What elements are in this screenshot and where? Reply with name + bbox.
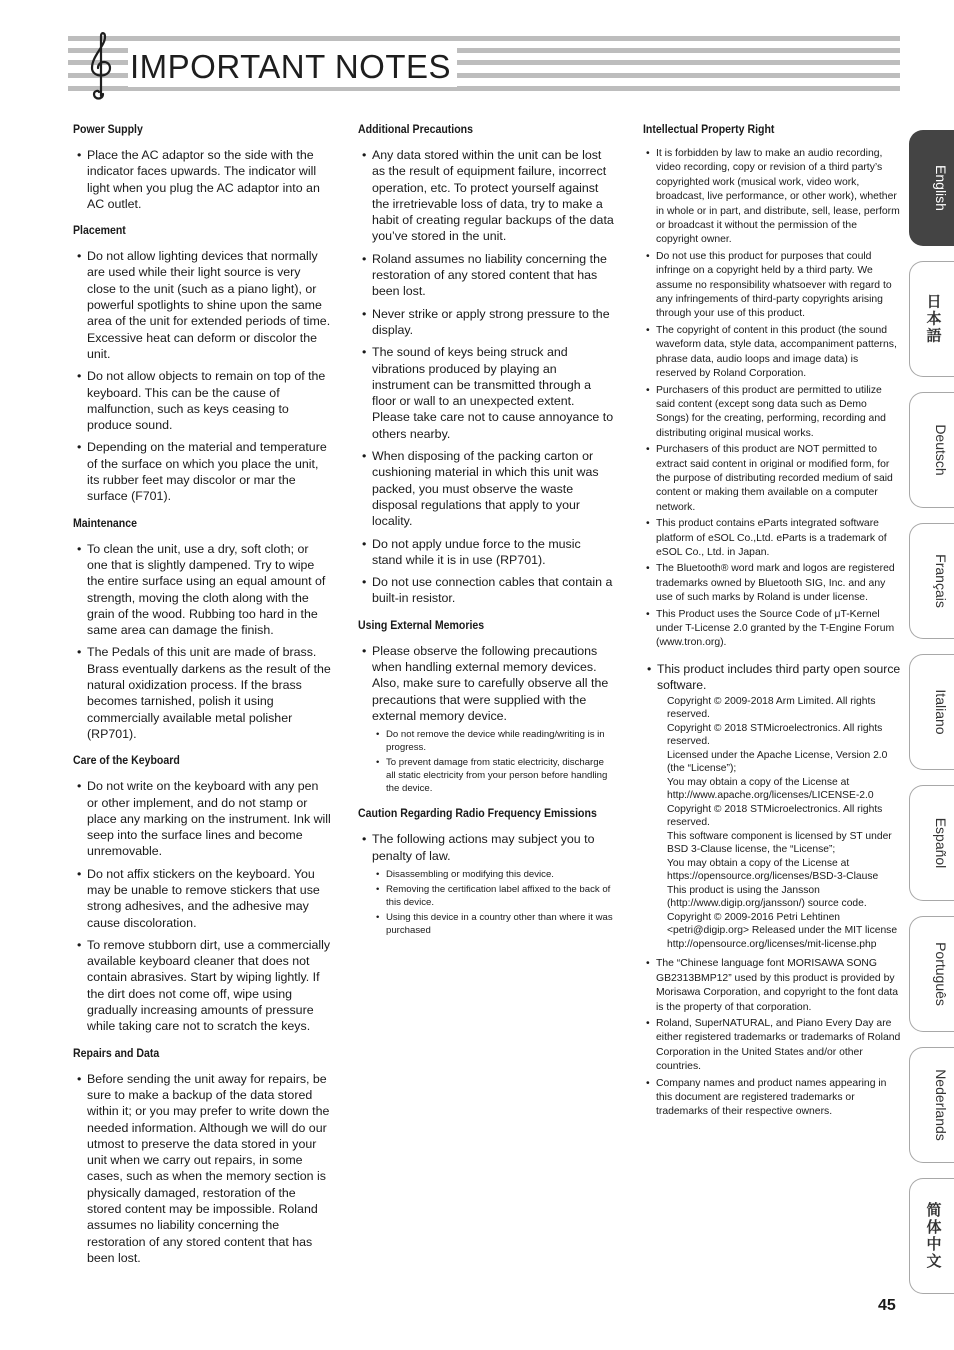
tab-label: 日本語 [926,293,942,345]
list-placement [73,248,331,504]
license-line: Copyright © 2009-2016 Petri Lehtinen <petri@digip.org> Released under the MIT license http://opensource.org/licenses/mit-license.php [667,911,898,950]
list-item: • Purchasers of this product are NOT permitted to extract said content in original or modified form, for the purpose of distributing recorded medium of said content or making them available on a computer network. [643,443,901,515]
tab-francais[interactable] [909,523,954,639]
list-item: • Before sending the unit away for repairs, be sure to make a backup of the data stored within it; or you may prefer to write down the needed information. Although we will do our utmost to preserve the data stored in your unit when we carry out repairs, in some cases, such as when the memory section is physically damaged, restoration of the stored content may be impossible. Roland assumes no liability concerning the restoration of any stored content that has been lost. [73,1071,331,1267]
list-item: • Roland assumes no liability concerning the restoration of any stored content that has been lost. [358,251,614,300]
license-line: You may obtain a copy of the License at https://opensource.org/licenses/BSD-3-Clause [667,857,879,883]
license-notices [667,695,901,952]
heading-external-memories: Using External Memories [358,617,485,632]
license-line: Copyright © 2018 STMicroelectronics. All rights reserved. [667,803,883,829]
heading-power-supply: Power Supply [73,122,143,136]
tab-label: Deutsch [933,424,949,476]
heading-intellectual-property: Intellectual Property Right [643,122,775,136]
tab-italiano[interactable] [909,654,954,770]
column-middle [358,121,614,947]
list-radio-frequency [358,831,614,937]
heading-care-of-keyboard: Care of the Keyboard [73,753,180,768]
list-item: • The “Chinese language font MORISAWA SONG GB2313BMP12” used by this product is provided by Morisawa Corporation, and copyright to the font data is the property of that corporation. [643,957,901,1015]
heading-repairs-and-data: Repairs and Data [73,1045,160,1060]
heading-placement: Placement [73,223,126,238]
list-item: • When disposing of the packing carton or cushioning material in which this unit was packed, you must observe the waste disposal regulations that apply to your locality. [358,448,614,529]
license-line: You may obtain a copy of the License at http://www.apache.org/licenses/LICENSE-2.0 [667,776,874,802]
list-item: • To remove stubborn dirt, use a commercially available keyboard cleaner that does not contain abrasives. Start by wiping lightly. If the dirt does not come off, wipe using gradually increasing amounts of pressure while taking care not to scratch the keys. [73,937,331,1035]
license-line: Copyright © 2009-2018 Arm Limited. All rights reserved. [667,695,876,721]
tab-simplified-chinese[interactable] [909,1178,954,1294]
sub-list-item: • Disassembling or modifying this device. [372,868,614,881]
tab-label: 简体中文 [926,1202,942,1270]
list-item: • Do not use this product for purposes that could infringe on a copyright held by a third party. We assume no responsibility whatsoever with regard to any infringements of third-party copyrights arising through your use of this product. [643,250,901,322]
list-item: • The Bluetooth® word mark and logos are registered trademarks owned by Bluetooth SIG, Inc. and any use of such marks by Roland is under license. [643,562,901,605]
list-item-text: This product includes third party open source software. [657,661,901,692]
license-line: Copyright © 2018 STMicroelectronics. All rights reserved. [667,722,883,748]
tab-english[interactable] [909,130,954,246]
license-line: This software component is licensed by ST under BSD 3-Clause license, the “License”; [667,830,892,856]
list-item [643,661,901,952]
list-intellectual-property [643,147,901,651]
tab-label: Español [933,817,949,869]
list-item [358,643,614,795]
list-care-of-keyboard [73,778,331,1034]
list-item: • Do not write on the keyboard with any pen or other implement, and do not stamp or place any marking on the instrument. Ink will seep into the surface lines and become unremovable. [73,778,331,859]
list-item: • The copyright of content in this product (the sound waveform data, style data, accompaniment patterns, phrase data, audio loops and image data) is reserved by Roland Corporation. [643,324,901,382]
column-right [643,121,901,1130]
sub-list-item: • Do not remove the device while reading/writing is in progress. [372,728,614,754]
list-item-text: The following actions may subject you to penalty of law. [372,832,595,863]
list-additional-precautions [358,147,614,607]
treble-clef-icon [84,30,118,100]
page-number: 45 [878,1297,896,1314]
list-trademarks [643,957,901,1119]
list-item: • Do not affix stickers on the keyboard. You may be unable to remove stickers that use strong adhesives, and the adhesive may cause discoloration. [73,866,331,931]
list-item: • This product contains eParts integrated software platform of eSOL Co.,Ltd. eParts is a trademark of eSOL Co., Ltd. in Japan. [643,517,901,560]
sub-list [372,868,614,937]
tab-deutsch[interactable] [909,392,954,508]
tab-label: Français [933,554,949,608]
tab-nederlands[interactable] [909,1047,954,1163]
license-line: This product is using the Jansson (http://www.digip.org/jansson/) source code. [667,884,867,910]
list-item: • To clean the unit, use a dry, soft cloth; or one that is slightly dampened. Try to wipe the entire surface using an equal amount of strength, moving the cloth along with the grain of the wood. Rubbing too hard in the same area can damage the finish. [73,541,331,639]
list-item: • The Pedals of this unit are made of brass. Brass eventually darkens as the result of the natural oxidization process. If the brass becomes tarnished, polish it using commercially available metal polisher (RP701). [73,644,331,742]
page-title: IMPORTANT NOTES [128,47,457,87]
license-line: Licensed under the Apache License, Version 2.0 (the “License”); [667,749,888,775]
sub-list [372,728,614,795]
sub-list-item: • Removing the certification label affixed to the back of this device. [372,883,614,909]
list-item: • This Product uses the Source Code of μT-Kernel under T-License 2.0 granted by the T-Engine Forum (www.tron.org). [643,608,901,651]
list-third-party [643,661,901,952]
tab-japanese[interactable] [909,261,954,377]
list-item: • Depending on the material and temperature of the surface on which you place the unit, its rubber feet may discolor or mar the surface (F701). [73,439,331,504]
list-item: • Any data stored within the unit can be lost as the result of equipment failure, incorrect operation, etc. To protect yourself against the irretrievable loss of data, try to make a habit of creating regular backups of the data you’ve stored in the unit. [358,147,614,245]
list-item: • Do not allow lighting devices that normally are used while their light source is very close to the unit (such as a piano light), or powerful spotlights to shine upon the same area of the unit for extended periods of time. Excessive heat can deform or discolor the unit. [73,248,331,362]
tab-espanol[interactable] [909,785,954,901]
list-item: • Company names and product names appearing in this document are registered trademarks or trademarks of their respective owners. [643,1077,901,1120]
list-item: • Do not allow objects to remain on top of the keyboard. This can be the cause of malfunction, such as keys ceasing to produce sound. [73,368,331,433]
list-item: • Never strike or apply strong pressure to the display. [358,306,614,339]
list-external-memories [358,643,614,795]
heading-maintenance: Maintenance [73,515,137,530]
sub-list-item: • Using this device in a country other than where it was purchased [372,911,614,937]
list-item: • Do not use connection cables that contain a built-in resistor. [358,574,614,607]
list-item: • Roland, SuperNATURAL, and Piano Every Day are either registered trademarks or trademarks of Roland Corporation in the United States and/or other countries. [643,1017,901,1075]
list-item: • The sound of keys being struck and vibrations produced by playing an instrument can be transmitted through a floor or wall to an unexpected extent. Please take care not to cause annoyance to others nearby. [358,344,614,442]
list-item: • It is forbidden by law to make an audio recording, video recording, copy or revision of a third party’s copyrighted work (musical work, video work, broadcast, live performance, or other work), whether in whole or in part, and distribute, sell, lease, perform or broadcast it without the permission of the copyright owner. [643,147,901,248]
heading-additional-precautions: Additional Precautions [358,122,474,136]
tab-portugues[interactable] [909,916,954,1032]
tab-label: Italiano [933,689,949,735]
heading-radio-frequency: Caution Regarding Radio Frequency Emissions [358,806,597,821]
sub-list-item: • To prevent damage from static electricity, discharge all static electricity from your person before handling the device. [372,756,614,795]
list-item: • Do not apply undue force to the music stand while it is in use (RP701). [358,536,614,569]
column-left [73,121,331,1276]
tab-label: Nederlands [933,1069,949,1141]
list-power-supply [73,147,331,212]
list-maintenance [73,541,331,743]
list-item-text: Please observe the following precautions when handling external memory devices. Also, make sure to carefully observe all the precautions that were supplied with the external memory device. [372,643,609,723]
tab-label: English [933,165,949,211]
list-item [358,831,614,937]
tab-label: Português [933,942,949,1006]
list-repairs-and-data [73,1071,331,1267]
list-item: • Purchasers of this product are permitted to utilize said content (except song data such as Demo Songs) for the creating, performing, recording and distributing original musical works. [643,384,901,442]
list-item: • Place the AC adaptor so the side with the indicator faces upwards. The indicator will light when you plug the AC adaptor into an AC outlet. [73,147,331,212]
